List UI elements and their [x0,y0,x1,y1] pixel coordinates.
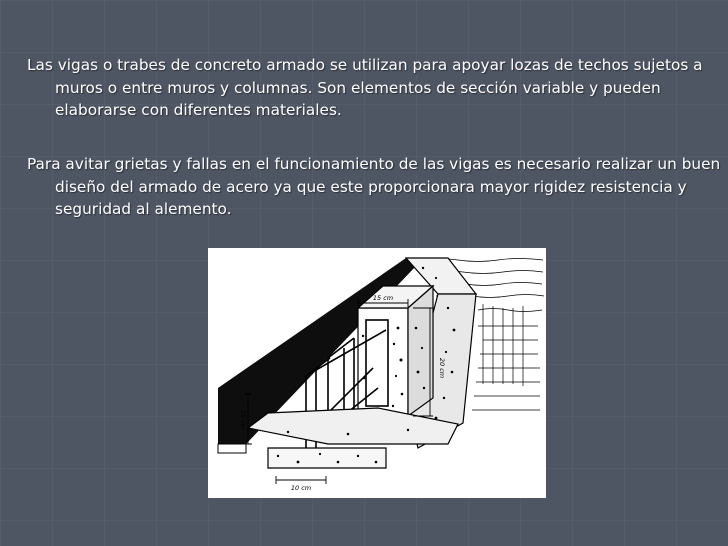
label-bottom-width: 10 cm [290,484,312,492]
footing-block [268,448,386,468]
label-left-height: 15 cm [239,409,247,431]
paragraph-grietas-fallas: Para avitar grietas y fallas en el funcionamiento de las vigas es necesario realizar un buen diseño del armado de acero ya que este proporcionara mayor rigidez resistencia y seguridad al alemento. [27,155,721,218]
paragraph-vigas-concreto: Las vigas o trabes de concreto armado se utilizan para apoyar lozas de techos sujetos a muros o entre muros y columnas. Son elementos de sección variable y pueden elaborarse con diferentes materiales. [27,56,703,119]
label-inner-height: 20 cm [438,357,446,379]
beam-illustration [208,248,546,498]
label-top-width: 15 cm [372,294,394,302]
